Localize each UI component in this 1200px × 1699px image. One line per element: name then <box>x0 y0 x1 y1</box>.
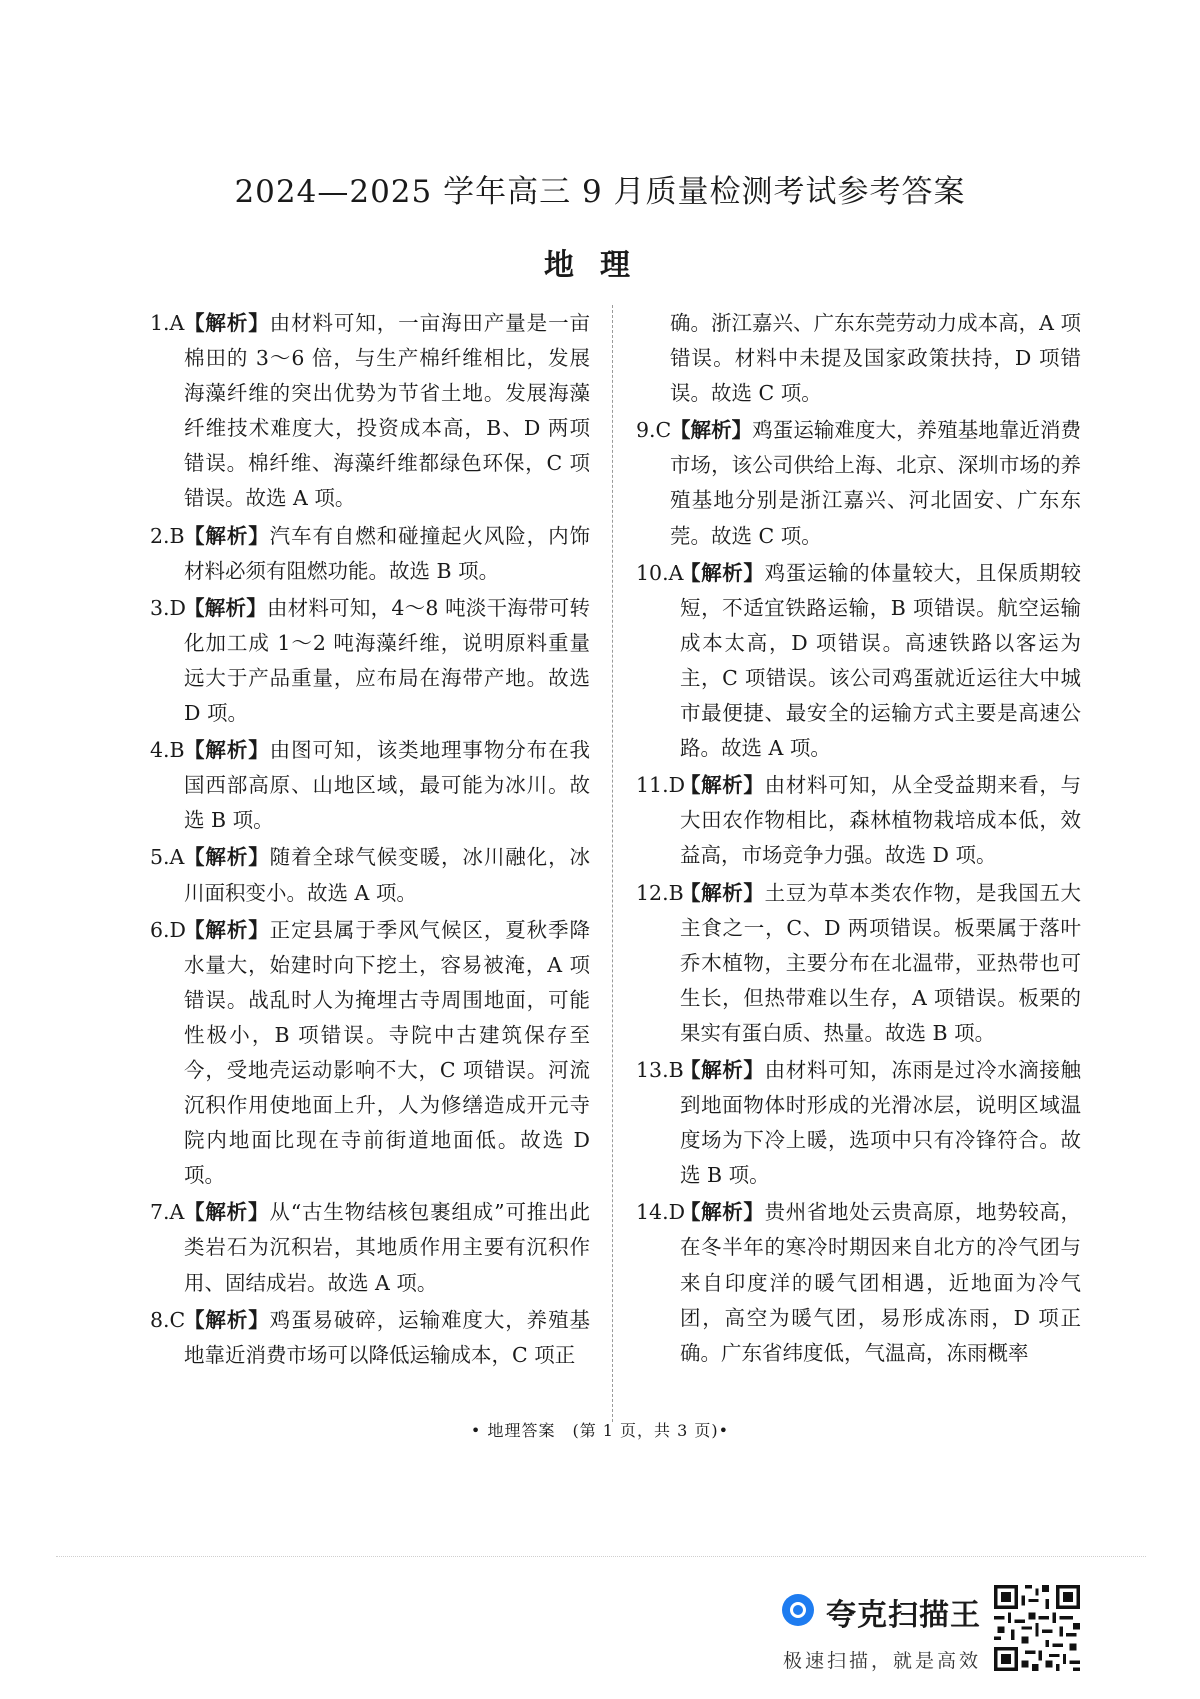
analysis-tag: 【解析】 <box>184 1200 270 1225</box>
answer-item-8 <box>150 1303 590 1373</box>
answer-number: 12.B <box>636 880 684 905</box>
analysis-tag: 【解析】 <box>680 1057 765 1082</box>
answer-text: 由图可知，该类地理事物分布在我国西部高原、山地区域，最可能为冰川。故选 B 项。 <box>184 738 591 833</box>
answer-text: 土豆为草本类农作物，是我国五大主食之一，C、D 两项错误。板栗属于落叶乔木植物，主要分布在北温带，亚热带也可生长，但热带难以生存，A 项错误。板栗的果实有蛋白质、热量。故选 B 项。 <box>680 880 1082 1045</box>
answer-number: 6.D <box>150 917 186 942</box>
subject-heading: 地理 <box>544 248 656 283</box>
analysis-tag: 【解析】 <box>184 311 270 335</box>
analysis-tag: 【解析】 <box>680 560 765 585</box>
answer-number: 7.A <box>150 1200 185 1225</box>
answer-item-10 <box>636 556 1081 767</box>
answer-number: 5.A <box>150 845 185 870</box>
answer-number: 4.B <box>150 738 185 763</box>
answer-item-4 <box>150 733 590 838</box>
analysis-tag: 【解析】 <box>184 845 270 870</box>
answer-item-6 <box>150 913 590 1194</box>
answer-item-5 <box>150 840 590 910</box>
analysis-tag: 【解析】 <box>184 917 270 942</box>
page-footer: • 地理答案 (第 1 页，共 3 页)• <box>470 1421 730 1440</box>
answer-text: 汽车有自燃和碰撞起火风险，内饰材料必须有阻燃功能。故选 B 项。 <box>184 523 591 583</box>
quark-logo-icon <box>782 1594 814 1626</box>
analysis-tag: 【解析】 <box>680 880 765 905</box>
watermark-separator <box>56 1556 1146 1557</box>
answer-text: 正定县属于季风气候区，夏秋季降水量大，始建时向下挖土，容易被淹，A 项错误。战乱时人为掩埋古寺周围地面，可能性极小，B 项错误。寺院中古建筑保存至今，受地壳运动影响不大，C 项错误。河流沉积作用使地面上升，人为修缮造成开元寺院内地面比现在寺前街道地面低。故选 D 项。 <box>184 917 591 1188</box>
answer-item-11 <box>636 768 1081 873</box>
answer-item-8-continuation: 确。浙江嘉兴、广东东莞劳动力成本高，A 项错误。材料中未提及国家政策扶持，D 项错误。故选 C 项。 <box>670 311 1081 406</box>
answer-number: 14.D <box>636 1200 686 1225</box>
answer-item-14 <box>636 1195 1081 1370</box>
answer-number: 13.B <box>636 1057 684 1082</box>
answer-number: 11.D <box>636 773 686 798</box>
answer-item-13 <box>636 1053 1081 1193</box>
answer-text: 鸡蛋易破碎，运输难度大，养殖基地靠近消费市场可以降低运输成本，C 项正 <box>184 1307 591 1367</box>
analysis-tag: 【解析】 <box>184 738 270 763</box>
watermark-slogan: 极速扫描，就是高效 <box>783 1650 982 1672</box>
answer-number: 2.B <box>150 523 185 548</box>
answer-item-9 <box>636 413 1081 553</box>
watermark-brand: 夸克扫描王 <box>826 1598 981 1633</box>
answer-item-7 <box>150 1195 590 1300</box>
answer-item-2 <box>150 519 590 589</box>
analysis-tag: 【解析】 <box>680 1200 765 1225</box>
answer-item-1 <box>150 306 590 517</box>
answer-text: 鸡蛋运输难度大，养殖基地靠近消费市场，该公司供给上海、北京、深圳市场的养殖基地分别是浙江嘉兴、河北固安、广东东莞。故选 C 项。 <box>670 418 1082 548</box>
answer-number: 9.C <box>636 418 672 443</box>
answer-number: 8.C <box>150 1307 186 1332</box>
answer-text: 鸡蛋运输的体量较大，且保质期较短，不适宜铁路运输，B 项错误。航空运输成本太高，D 项错误。高速铁路以客运为主，C 项错误。该公司鸡蛋就近运往大中城市最便捷、最安全的运输方式主要是高速公路。故选 A 项。 <box>680 560 1082 761</box>
document-title: 2024—2025 学年高三 9 月质量检测考试参考答案 <box>234 174 966 210</box>
analysis-tag: 【解析】 <box>184 523 270 548</box>
answer-text: 由材料可知，一亩海田产量是一亩棉田的 3～6 倍，与生产棉纤维相比，发展海藻纤维的突出优势为节省土地。发展海藻纤维技术难度大，投资成本高，B、D 两项错误。棉纤维、海藻纤维都绿色环保，C 项错误。故选 A 项。 <box>184 311 591 511</box>
left-column <box>150 306 590 1375</box>
answer-number: 1.A <box>150 311 185 335</box>
analysis-tag: 【解析】 <box>670 418 753 443</box>
answer-text: 贵州省地处云贵高原，地势较高，在冬半年的寒冷时期因来自北方的冷气团与来自印度洋的暖气团相遇，近地面为冷气团，高空为暖气团，易形成冻雨，D 项正确。广东省纬度低，气温高，冻雨概率 <box>680 1200 1082 1365</box>
answer-number: 3.D <box>150 595 186 620</box>
answer-text: 由材料可知，冻雨是过冷水滴接触到地面物体时形成的光滑冰层，说明区域温度场为下冷上暖，选项中只有冷锋符合。故选 B 项。 <box>680 1057 1082 1188</box>
analysis-tag: 【解析】 <box>184 595 267 620</box>
qr-code-icon <box>994 1585 1080 1671</box>
column-divider <box>612 305 613 1422</box>
answer-text: 由材料可知，从全受益期来看，与大田农作物相比，森林植物栽培成本低，效益高，市场竞争力强。故选 D 项。 <box>680 773 1082 868</box>
analysis-tag: 【解析】 <box>184 1307 270 1332</box>
answer-item-12 <box>636 876 1081 1051</box>
answer-item-3 <box>150 591 590 731</box>
answer-text: 由材料可知，4～8 吨淡干海带可转化加工成 1～2 吨海藻纤维，说明原料重量远大于产品重量，应布局在海带产地。故选 D 项。 <box>184 595 591 726</box>
answer-text: 随着全球气候变暖，冰川融化，冰川面积变小。故选 A 项。 <box>184 845 591 905</box>
answer-number: 10.A <box>636 560 684 585</box>
right-column <box>636 306 1081 1373</box>
answer-text: 从“古生物结核包裹组成”可推出此类岩石为沉积岩，其地质作用主要有沉积作用、固结成岩。故选 A 项。 <box>184 1200 590 1295</box>
analysis-tag: 【解析】 <box>680 773 765 798</box>
